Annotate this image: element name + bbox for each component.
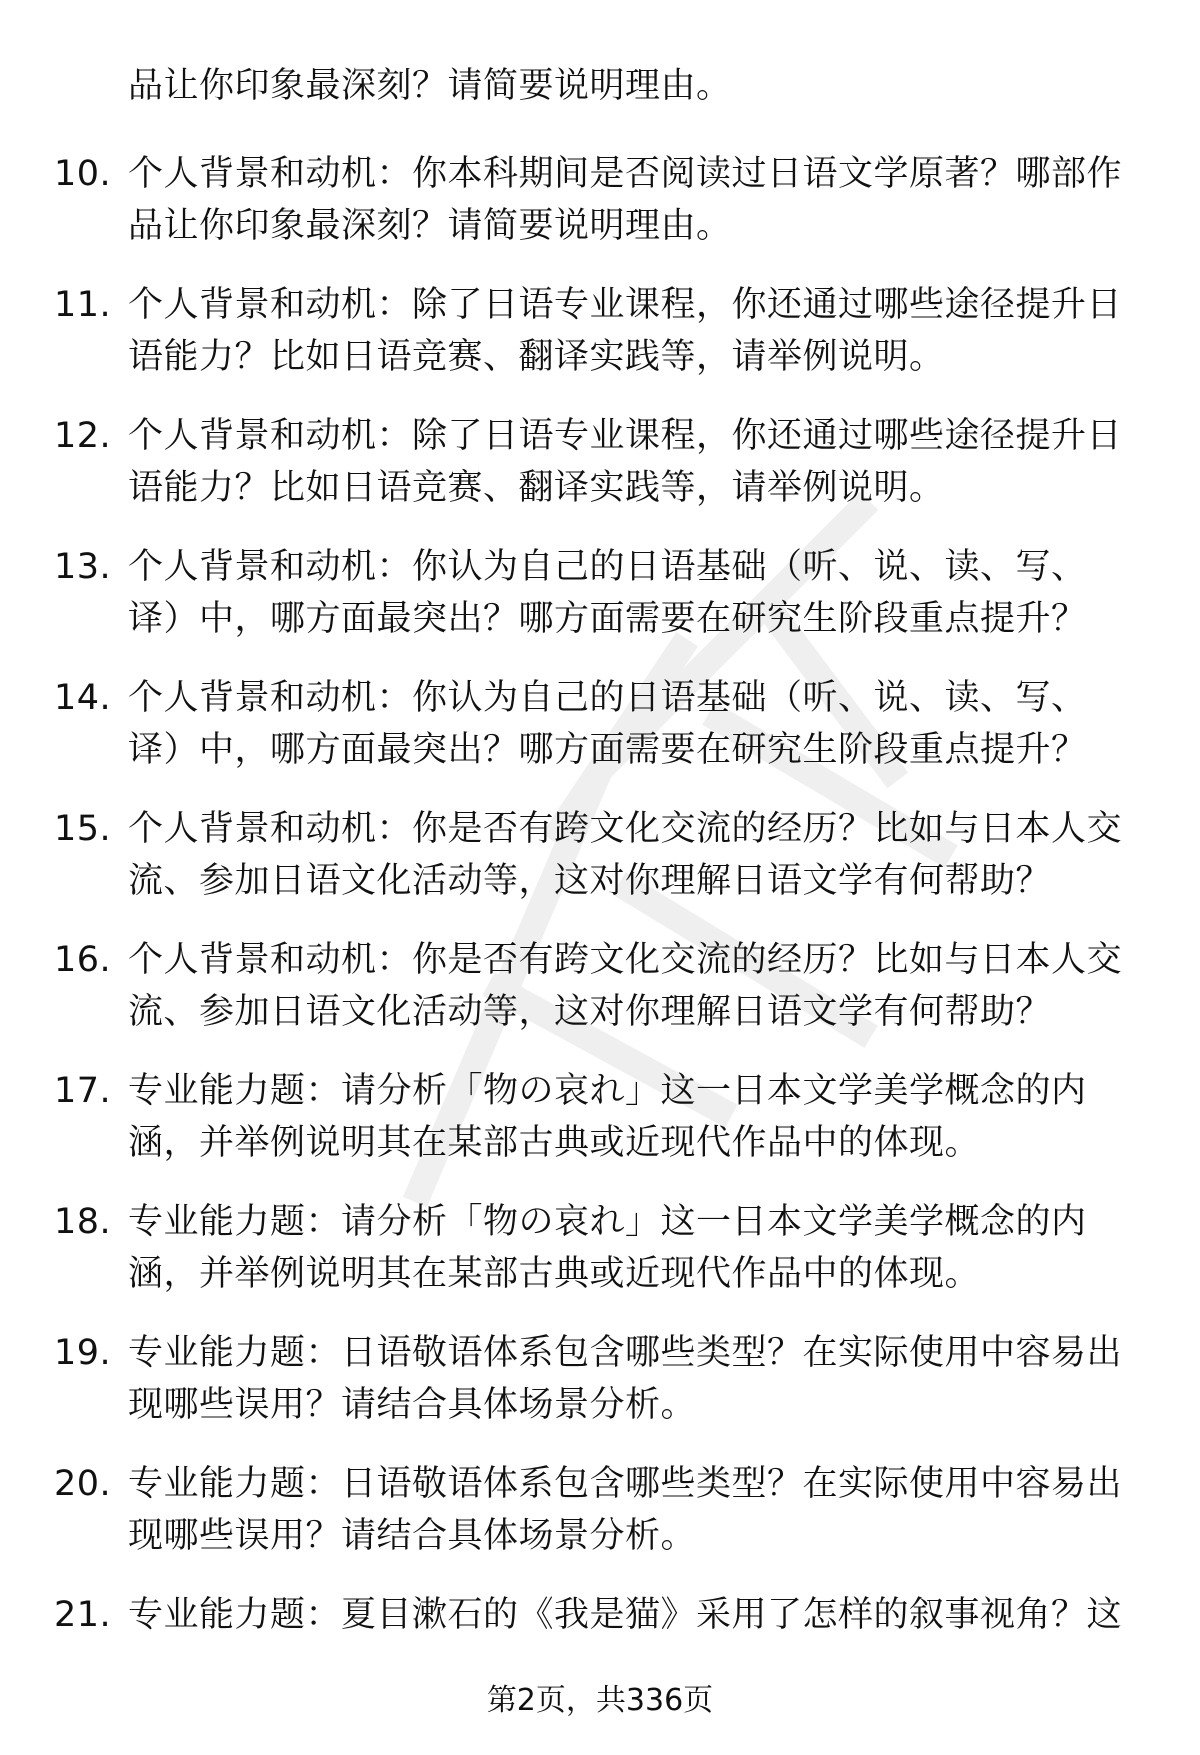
question-list — [0, 148, 1200, 1720]
question-number: 17. — [54, 1071, 112, 1111]
question-text: 专业能力题：日语敬语体系包含哪些类型？在实际使用中容易出现哪些误用？请结合具体场景分析。 — [128, 1333, 1123, 1425]
question-number: 11. — [54, 285, 112, 325]
question-item — [0, 1458, 1200, 1589]
question-text: 个人背景和动机：你认为自己的日语基础（听、说、读、写、译）中，哪方面最突出？哪方面需要在研究生阶段重点提升？ — [128, 678, 1087, 770]
question-item — [0, 934, 1200, 1065]
question-number: 13. — [54, 547, 112, 587]
question-item — [0, 541, 1200, 672]
question-number: 10. — [54, 154, 112, 194]
question-item — [0, 1065, 1200, 1196]
question-text: 专业能力题：请分析「物の哀れ」这一日本文学美学概念的内涵，并举例说明其在某部古典或近现代作品中的体现。 — [128, 1202, 1087, 1294]
question-item — [0, 279, 1200, 410]
page-number: 第2页，共336页 — [486, 1683, 714, 1718]
question-number: 12. — [54, 416, 112, 456]
question-text: 专业能力题：日语敬语体系包含哪些类型？在实际使用中容易出现哪些误用？请结合具体场景分析。 — [128, 1464, 1123, 1556]
question-text: 专业能力题：请分析「物の哀れ」这一日本文学美学概念的内涵，并举例说明其在某部古典或近现代作品中的体现。 — [128, 1071, 1087, 1163]
question-item — [0, 803, 1200, 934]
question-number: 19. — [54, 1333, 112, 1373]
question-item — [0, 1196, 1200, 1327]
question-item — [0, 410, 1200, 541]
question-text: 个人背景和动机：除了日语专业课程，你还通过哪些途径提升日语能力？比如日语竞赛、翻译实践等，请举例说明。 — [128, 285, 1123, 377]
question-text: 个人背景和动机：你是否有跨文化交流的经历？比如与日本人交流、参加日语文化活动等，这对你理解日语文学有何帮助？ — [128, 940, 1123, 1032]
question-number: 16. — [54, 940, 112, 980]
question-number: 20. — [54, 1464, 112, 1504]
question-item — [0, 672, 1200, 803]
question-text: 个人背景和动机：你认为自己的日语基础（听、说、读、写、译）中，哪方面最突出？哪方面需要在研究生阶段重点提升？ — [128, 547, 1087, 639]
question-number: 15. — [54, 809, 112, 849]
question-item — [0, 148, 1200, 279]
question-text: 个人背景和动机：除了日语专业课程，你还通过哪些途径提升日语能力？比如日语竞赛、翻译实践等，请举例说明。 — [128, 416, 1123, 508]
question-number: 18. — [54, 1202, 112, 1242]
question-item — [0, 1327, 1200, 1458]
continuation-text: 品让你印象最深刻？请简要说明理由。 — [128, 66, 732, 106]
question-text: 专业能力题：夏目漱石的《我是猫》采用了怎样的叙事视角？这 — [128, 1595, 1123, 1635]
question-number: 21. — [54, 1595, 112, 1635]
question-text: 个人背景和动机：你是否有跨文化交流的经历？比如与日本人交流、参加日语文化活动等，这对你理解日语文学有何帮助？ — [128, 809, 1123, 901]
question-text: 个人背景和动机：你本科期间是否阅读过日语文学原著？哪部作品让你印象最深刻？请简要说明理由。 — [128, 154, 1123, 246]
question-number: 14. — [54, 678, 112, 718]
